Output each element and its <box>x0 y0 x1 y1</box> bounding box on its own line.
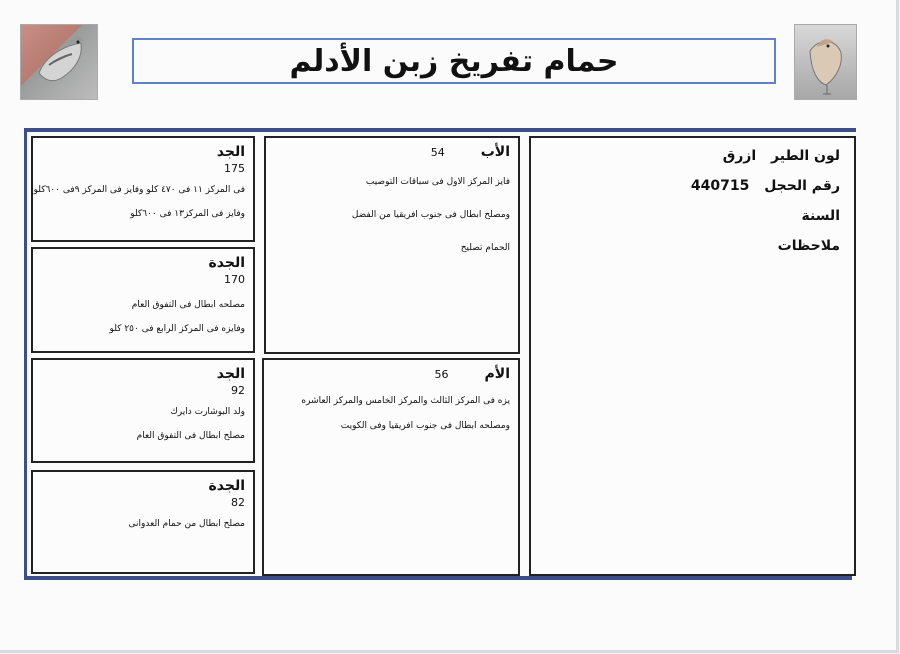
bird-color-label: لون الطير <box>771 148 840 164</box>
bottom-divider <box>24 576 852 580</box>
grandmother-maternal-box <box>31 470 255 574</box>
mother-line-2: ومصلحه ابطال فى جنوب افريقيا وفى الكويت <box>340 421 510 431</box>
grandmother-paternal-heading <box>41 255 245 271</box>
father-number: 54 <box>430 145 445 159</box>
bird-notes-label: ملاحظات <box>777 238 840 254</box>
grandmother-maternal-heading <box>41 478 245 494</box>
bird-ring-label: رقم الحجل <box>764 178 840 194</box>
pigeon-image-left <box>21 25 97 99</box>
father-box <box>264 136 520 354</box>
left-divider <box>24 128 27 580</box>
father-line-2: ومصلح ابطال فى جنوب افريقيا من الفضل <box>351 210 510 220</box>
grandfather-maternal-number: 92 <box>231 384 245 397</box>
grandfather-maternal-label: الجد <box>216 366 245 382</box>
page-title: حمام تفريخ زبن الأدلم <box>132 38 776 84</box>
bird-year-label: السنة <box>801 208 840 224</box>
grandmother-paternal-label: الجدة <box>208 255 245 271</box>
mother-box <box>262 358 520 576</box>
mother-label: الأم <box>484 366 510 382</box>
mother-line-1: يزه فى المركز الثالث والمركز الخامس والمركز العاشره <box>301 396 510 406</box>
bird-info <box>691 148 840 268</box>
bird-notes-row <box>691 238 840 254</box>
grandmother-maternal-line-1: مصلح ابطال من حمام العدوانى <box>128 519 245 529</box>
pigeon-photo-right <box>794 24 857 100</box>
grandfather-paternal-box <box>31 136 255 242</box>
grandmother-paternal-line-1: مصلحه ابطال فى التفوق العام <box>131 300 245 310</box>
bird-year-row <box>691 208 840 224</box>
grandfather-paternal-label: الجد <box>216 144 245 160</box>
grandfather-paternal-heading <box>41 144 245 160</box>
grandfather-paternal-number: 175 <box>224 162 245 175</box>
grandfather-paternal-line-1: فى المركز ١١ فى ٤٧٠ كلو وفايز فى المركز ٩فى ٦٠٠كلو <box>33 185 245 195</box>
bird-ring-row <box>691 178 840 194</box>
grandmother-paternal-number: 170 <box>224 273 245 286</box>
grandmother-paternal-box <box>31 247 255 353</box>
father-heading <box>274 144 510 160</box>
top-divider <box>24 128 856 132</box>
mother-heading <box>272 366 510 382</box>
bird-ring-value: 440715 <box>690 178 750 194</box>
bird-color-row <box>691 148 840 164</box>
father-line-1: فايز المركز الاول فى سباقات التوصيب <box>365 177 510 187</box>
father-label: الأب <box>480 144 510 160</box>
mother-number: 56 <box>434 367 449 381</box>
pigeon-image-right <box>795 25 856 99</box>
grandmother-maternal-number: 82 <box>231 496 245 509</box>
pigeon-photo-left <box>20 24 98 100</box>
grandmother-paternal-line-2: وفايزه فى المركز الرابع فى ٢٥٠ كلو <box>109 324 245 334</box>
grandmother-maternal-label: الجدة <box>208 478 245 494</box>
grandfather-maternal-line-1: ولد البوشارت دايرك <box>170 407 245 417</box>
grandfather-maternal-box <box>31 358 255 463</box>
grandfather-paternal-line-2: وفايز فى المركز١٣ فى ٦٠٠كلو <box>130 209 245 219</box>
grandfather-maternal-line-2: مصلح ابطال فى التفوق العام <box>136 431 245 441</box>
father-line-3: الحمام تصليح <box>460 243 510 253</box>
bird-color-value: ازرق <box>722 148 757 164</box>
grandfather-maternal-heading <box>41 366 245 382</box>
